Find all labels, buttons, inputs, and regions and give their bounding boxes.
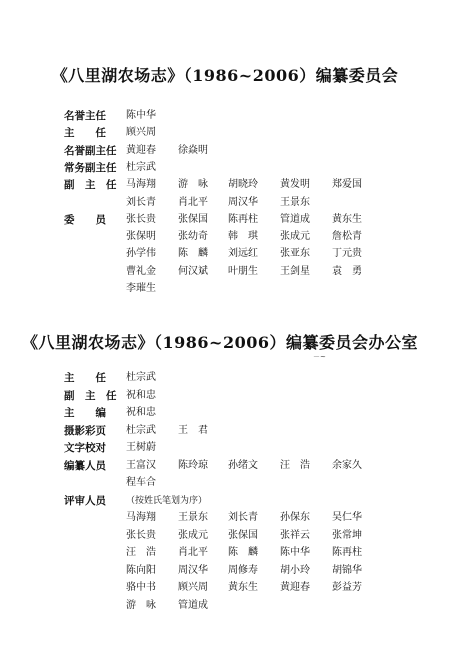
person-name: 孙绪文 [228,459,258,471]
person-name: 管道成 [280,213,310,225]
role-label: 名誉主任 [64,110,106,122]
person-name: 余家久 [332,459,362,471]
person-name: 何汉斌 [178,265,208,277]
person-name: 王景东 [280,196,310,208]
person-name: 陈中华 [280,547,310,558]
roster-row [0,405,450,421]
person-name: 黄东生 [332,213,362,225]
person-name: 汪 浩 [280,459,310,471]
person-name: 陈玲琼 [178,459,208,471]
roster-row [0,143,450,159]
order-note: （按姓氏笔划为序） [126,495,208,506]
person-name: 肖北平 [178,547,208,558]
person-name: 张保国 [178,213,208,225]
person-name: 张亚东 [280,248,310,260]
role-label: 评审人员 [64,494,106,507]
person-name: 汪 浩 [126,547,156,558]
person-name: 刘长青 [228,512,258,523]
person-name: 孙学伟 [126,248,156,260]
person-name: 张成元 [280,231,310,243]
person-name: 游 咏 [178,179,208,191]
person-name: 程车合 [126,477,156,488]
person-name: 马海翔 [126,512,156,523]
person-name: 张保明 [126,231,156,243]
person-name: 张成元 [178,529,208,541]
roster-row [0,281,450,297]
person-name: 陈中华 [126,110,156,121]
person-name: 胡锦华 [332,564,362,576]
roster-row [0,177,450,193]
roster-row [0,370,450,386]
person-name: 袁 勇 [332,265,362,277]
person-name: 张保国 [228,529,258,541]
roster-row [0,212,450,228]
roster-row [0,528,450,544]
person-name: 杜宗武 [126,372,156,383]
roster-row [0,229,450,245]
role-label: 主 编 [64,407,106,419]
roster-row [0,246,450,262]
roster-row [0,475,450,491]
person-name: 李璀生 [126,283,156,294]
person-name: 游 咏 [126,599,156,611]
committee-title: 《八里湖农场志》（1986~2006）编纂委员会 [51,66,399,85]
role-label: 主 任 [64,127,106,140]
roster-row [0,458,450,474]
roster-row [0,423,450,439]
person-name: 胡晓玲 [228,179,258,191]
person-name: 陈 麟 [178,248,208,260]
role-label: 委 员 [64,213,106,226]
person-name: 刘长青 [126,196,156,208]
person-name: 韩 琪 [228,231,258,243]
person-name: 周修寿 [228,564,258,576]
person-name: 曹礼金 [126,265,156,277]
person-name: 黄迎春 [280,582,310,593]
office-title: 《八里湖农场志》（1986~2006）编纂委员会办公室 [22,333,418,352]
person-name: 骆中书 [126,582,156,593]
roster-row [0,493,450,509]
person-name: 刘远红 [228,248,258,260]
person-name: 徐焱明 [178,144,208,156]
person-name: 张长贵 [126,529,156,541]
roster-row [0,563,450,579]
person-name: 王树蔚 [126,442,156,453]
roster-row [0,388,450,404]
person-name: 黄东生 [228,582,258,593]
scan-mark: －~ [313,353,326,361]
person-name: 肖北平 [178,196,208,208]
person-name: 王富汉 [126,459,156,471]
role-label: 副 主 任 [64,389,117,402]
roster-row [0,125,450,141]
roster-row [0,510,450,526]
person-name: 周汉华 [178,564,208,576]
person-name: 顾兴周 [178,582,208,593]
roster-row [0,545,450,561]
roster-row [0,160,450,176]
person-name: 陈 麟 [228,547,258,558]
person-name: 胡小玲 [280,564,310,576]
person-name: 马海翔 [126,179,156,191]
person-name: 祝和忠 [126,407,156,418]
person-name: 彭益芳 [332,582,362,593]
person-name: 张长贵 [126,213,156,225]
role-label: 摄影彩页 [64,424,106,437]
person-name: 祝和忠 [126,389,156,401]
role-label: 副 主 任 [64,179,117,192]
person-name: 王 君 [178,424,208,436]
roster-row [0,598,450,614]
roster-row [0,108,450,124]
roster-row [0,580,450,596]
person-name: 周汉华 [228,196,258,208]
person-name: 王景东 [178,512,208,523]
person-name: 郑爱国 [332,179,362,191]
person-name: 张幼奇 [178,231,208,243]
roster-row [0,195,450,211]
person-name: 管道成 [178,599,208,611]
person-name: 叶朋生 [228,265,258,277]
person-name: 张祥云 [280,529,310,541]
person-name: 陈再柱 [332,547,362,558]
person-name: 孙保东 [280,512,310,523]
person-name: 杜宗武 [126,161,156,173]
person-name: 黄发明 [280,179,310,191]
person-name: 陈向阳 [126,564,156,576]
person-name: 张常坤 [332,529,362,541]
person-name: 王剑星 [280,265,310,277]
person-name: 顾兴周 [126,127,156,139]
role-label: 文字校对 [64,442,106,454]
person-name: 黄迎春 [126,144,156,156]
role-label: 编纂人员 [64,459,106,472]
role-label: 常务副主任 [64,161,117,174]
role-label: 主 任 [64,372,106,384]
role-label: 名誉副主任 [64,144,117,157]
person-name: 丁元贵 [332,248,362,260]
roster-row [0,440,450,456]
person-name: 吴仁华 [332,512,362,523]
person-name: 杜宗武 [126,424,156,436]
person-name: 詹松青 [332,231,362,243]
person-name: 陈再柱 [228,213,258,225]
roster-row [0,264,450,280]
